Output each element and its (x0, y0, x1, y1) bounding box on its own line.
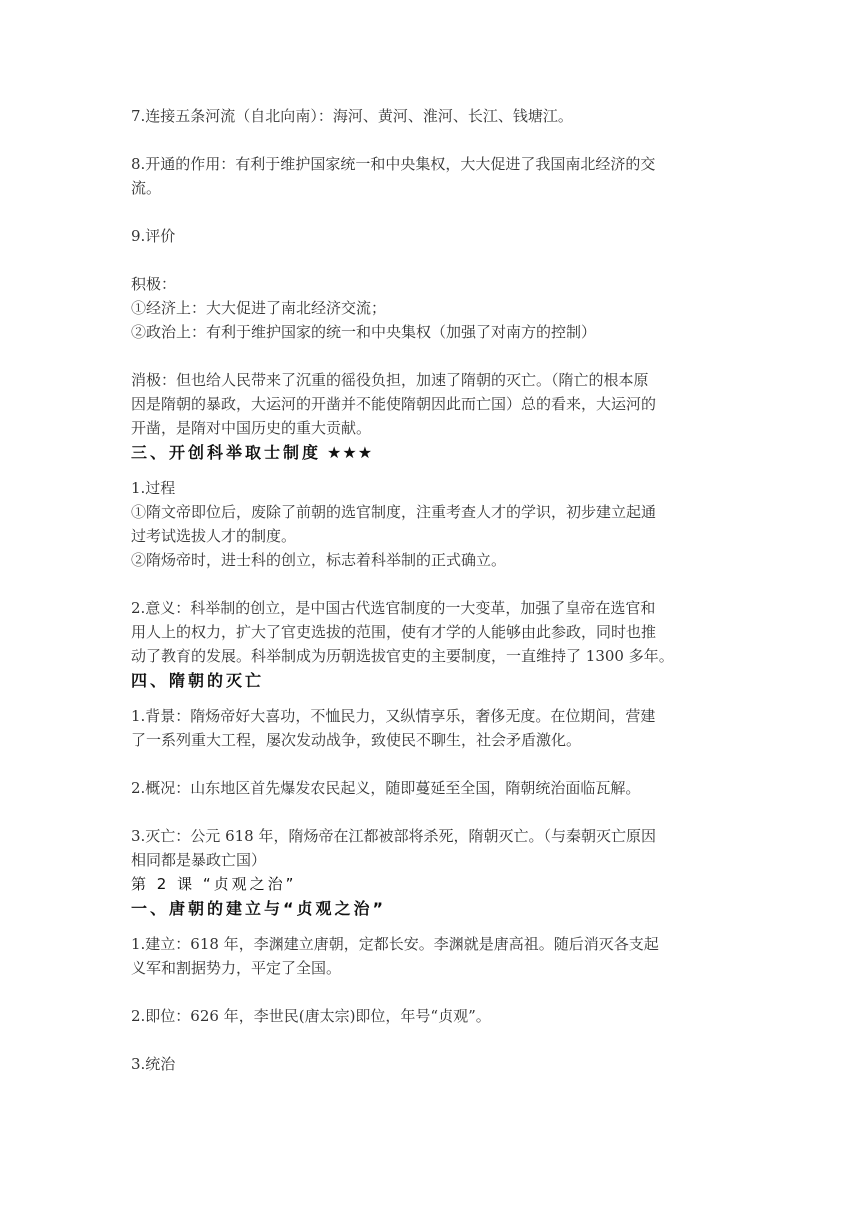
section-4-fall-line-1: 3.灭亡：公元 618 年，隋炀帝在江都被部将杀死，隋朝灭亡。（与秦朝灭亡原因 (131, 827, 656, 845)
lesson-2-section-1-heading: 一、唐朝的建立与“贞观之治” (131, 899, 387, 918)
item-7: 7.连接五条河流（自北向南）：海河、黄河、淮河、长江、钱塘江。 (131, 107, 573, 125)
positive-point-2: ②政治上：有利于维护国家的统一和中央集权（加强了对南方的控制） (131, 323, 597, 341)
section-3-meaning-line-3: 动了教育的发展。科举制成为历朝选拔官吏的主要制度，一直维持了 1300 多年。 (131, 647, 674, 665)
negative-line-1: 消极：但也给人民带来了沉重的徭役负担，加速了隋朝的灭亡。（隋亡的根本原 (131, 371, 649, 389)
section-3-process-line-1: ①隋文帝即位后，废除了前朝的选官制度，注重考查人才的学识，初步建立起通 (131, 503, 657, 521)
negative-line-3: 开凿，是隋对中国历史的重大贡献。 (131, 419, 372, 437)
item-8-line-2: 流。 (131, 179, 162, 197)
item-8-line-1: 8.开通的作用：有利于维护国家统一和中央集权，大大促进了我国南北经济的交 (131, 155, 656, 173)
positive-title: 积极： (131, 275, 177, 293)
section-4-background-line-2: 了一系列重大工程，屡次发动战争，致使民不聊生，社会矛盾激化。 (131, 731, 582, 749)
section-3-heading (131, 440, 731, 466)
section-3-process-line-3: ②隋炀帝时，进士科的创立，标志着科举制的正式确立。 (131, 551, 507, 569)
star-rating: ★★★ (327, 443, 374, 462)
section-3-meaning-line-2: 用人上的权力，扩大了官吏选拔的范围，使有才学的人能够由此参政，同时也推 (131, 623, 657, 641)
section-3-title: 三、开创科举取士制度 (131, 443, 322, 462)
section-4-fall-line-2: 相同都是暴政亡国） (131, 851, 267, 869)
section-3-meaning-line-1: 2.意义：科举制的创立，是中国古代选官制度的一大变革，加强了皇帝在选官和 (131, 599, 656, 617)
item-9: 9.评价 (131, 227, 176, 245)
section-4-background-line-1: 1.背景：隋炀帝好大喜功，不恤民力，又纵情享乐，奢侈无度。在位期间，营建 (131, 707, 656, 725)
lesson-2-founding-line-1: 1.建立：618 年，李渊建立唐朝，定都长安。李渊就是唐高祖。随后消灭各支起 (131, 935, 659, 953)
negative-line-2: 因是隋朝的暴政，大运河的开凿并不能使隋朝因此而亡国）总的看来，大运河的 (131, 395, 657, 413)
lesson-2-founding-line-2: 义军和割据势力，平定了全国。 (131, 959, 342, 977)
section-4-overview: 2.概况：山东地区首先爆发农民起义，随即蔓延至全国，隋朝统治面临瓦解。 (131, 779, 641, 797)
document-page (131, 104, 731, 1076)
lesson-2-title: 第 2 课 “贞观之治” (131, 875, 297, 893)
lesson-2-rule: 3.统治 (131, 1055, 176, 1073)
section-3-process-title: 1.过程 (131, 479, 176, 497)
section-3-process-line-2: 过考试选拔人才的制度。 (131, 527, 297, 545)
positive-point-1: ①经济上：大大促进了南北经济交流； (131, 299, 387, 317)
lesson-2-accession: 2.即位：626 年，李世民(唐太宗)即位，年号“贞观”。 (131, 1007, 491, 1025)
section-4-heading: 四、隋朝的灭亡 (131, 671, 265, 690)
